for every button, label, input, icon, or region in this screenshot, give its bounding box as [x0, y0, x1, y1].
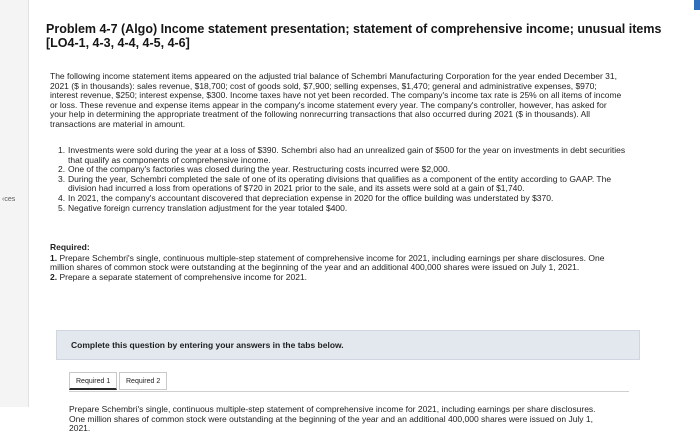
tab-divider [69, 391, 629, 392]
previous-link[interactable]: ‹ces [2, 196, 16, 203]
instruction-banner [56, 330, 640, 360]
active-tab-instructions: Prepare Schembri's single, continuous multiple-step statement of comprehensive income for 2021, including earnings per share disclosures. One million shares of common stock were outstanding at the beginning of the year and an additional 400,000 shares were issued on July 1, 2021. [69, 404, 596, 434]
required-number: 2. [50, 271, 58, 282]
required-text: Prepare Schembri's single, continuous multiple-step statement of comprehensive income for 2021, including earnings per share disclosures. One million shares of common stock were outstanding at the beginning of the year and an additional 400,000 shares were issued on July 1, 2021. [50, 252, 605, 273]
transaction-text: Investments were sold during the year at a loss of $390. Schembri also had an unrealized gain of $500 for the year on investments in debt securities that qualify as components of comprehensive income. [68, 145, 626, 165]
transaction-number: 2. [58, 164, 66, 175]
transaction-text: One of the company's factories was closed during the year. Restructuring costs incurred were $2,000. [68, 164, 450, 175]
scroll-indicator [694, 0, 700, 10]
transaction-item [58, 175, 628, 194]
transaction-item [58, 204, 628, 214]
transaction-list [58, 146, 628, 213]
transaction-text: During the year, Schembri completed the sale of one of its operating divisions that qualifies as a component of the entity according to GAAP. The division had incurred a loss from operations of $720 in 2021 prior to the sale, and its assets were sold at a gain of $1,740. [68, 173, 612, 194]
left-navigation-rail [0, 0, 29, 407]
transaction-number: 5. [58, 202, 66, 213]
problem-intro: The following income statement items appeared on the adjusted trial balance of Schembri Manufacturing Corporation for the year ended December 31, 2021 ($ in thousands): sales revenue, $18,700; cost of goods sold, $7,900; selling expenses, $1,470; general and administrative expenses, $970; interest revenue, $250; interest expense, $300. Income taxes have not yet been recorded. The company's income tax rate is 25% on all items of income or loss. These revenue and expense items appear in the company's income statement every year. The company's controller, however, has asked for your help in determining the appropriate treatment of the following nonrecurring transactions that also occurred during 2021 ($ in thousands). All transactions are material in amount. [50, 71, 622, 129]
tab-required-1[interactable]: Required 1 [69, 372, 117, 390]
required-text: Prepare a separate statement of comprehensive income for 2021. [57, 271, 308, 282]
required-number: 1. [50, 252, 58, 263]
transaction-number: 4. [58, 192, 66, 203]
tab-required-2[interactable]: Required 2 [119, 372, 167, 390]
transaction-number: 1. [58, 145, 66, 155]
transaction-item [58, 146, 628, 165]
instruction-text: Complete this question by entering your answers in the tabs below. [71, 340, 344, 350]
problem-title-line1: Problem 4-7 (Algo) Income statement presentation; statement of comprehensive income; unusual items [46, 22, 662, 36]
answer-tabs [69, 372, 629, 390]
problem-title-line2: [LO4-1, 4-3, 4-4, 4-5, 4-6] [46, 36, 190, 50]
transaction-text: Negative foreign currency translation adjustment for the year totaled $400. [68, 202, 348, 213]
transaction-text: In 2021, the company's accountant discovered that depreciation expense in 2020 for the office building was understated by $370. [68, 192, 554, 203]
required-section [50, 243, 624, 282]
required-item [50, 273, 624, 283]
transaction-number: 3. [58, 173, 66, 184]
problem-title [46, 22, 686, 50]
required-item [50, 254, 624, 273]
required-heading: Required: [50, 242, 90, 252]
problem-content [46, 22, 686, 434]
